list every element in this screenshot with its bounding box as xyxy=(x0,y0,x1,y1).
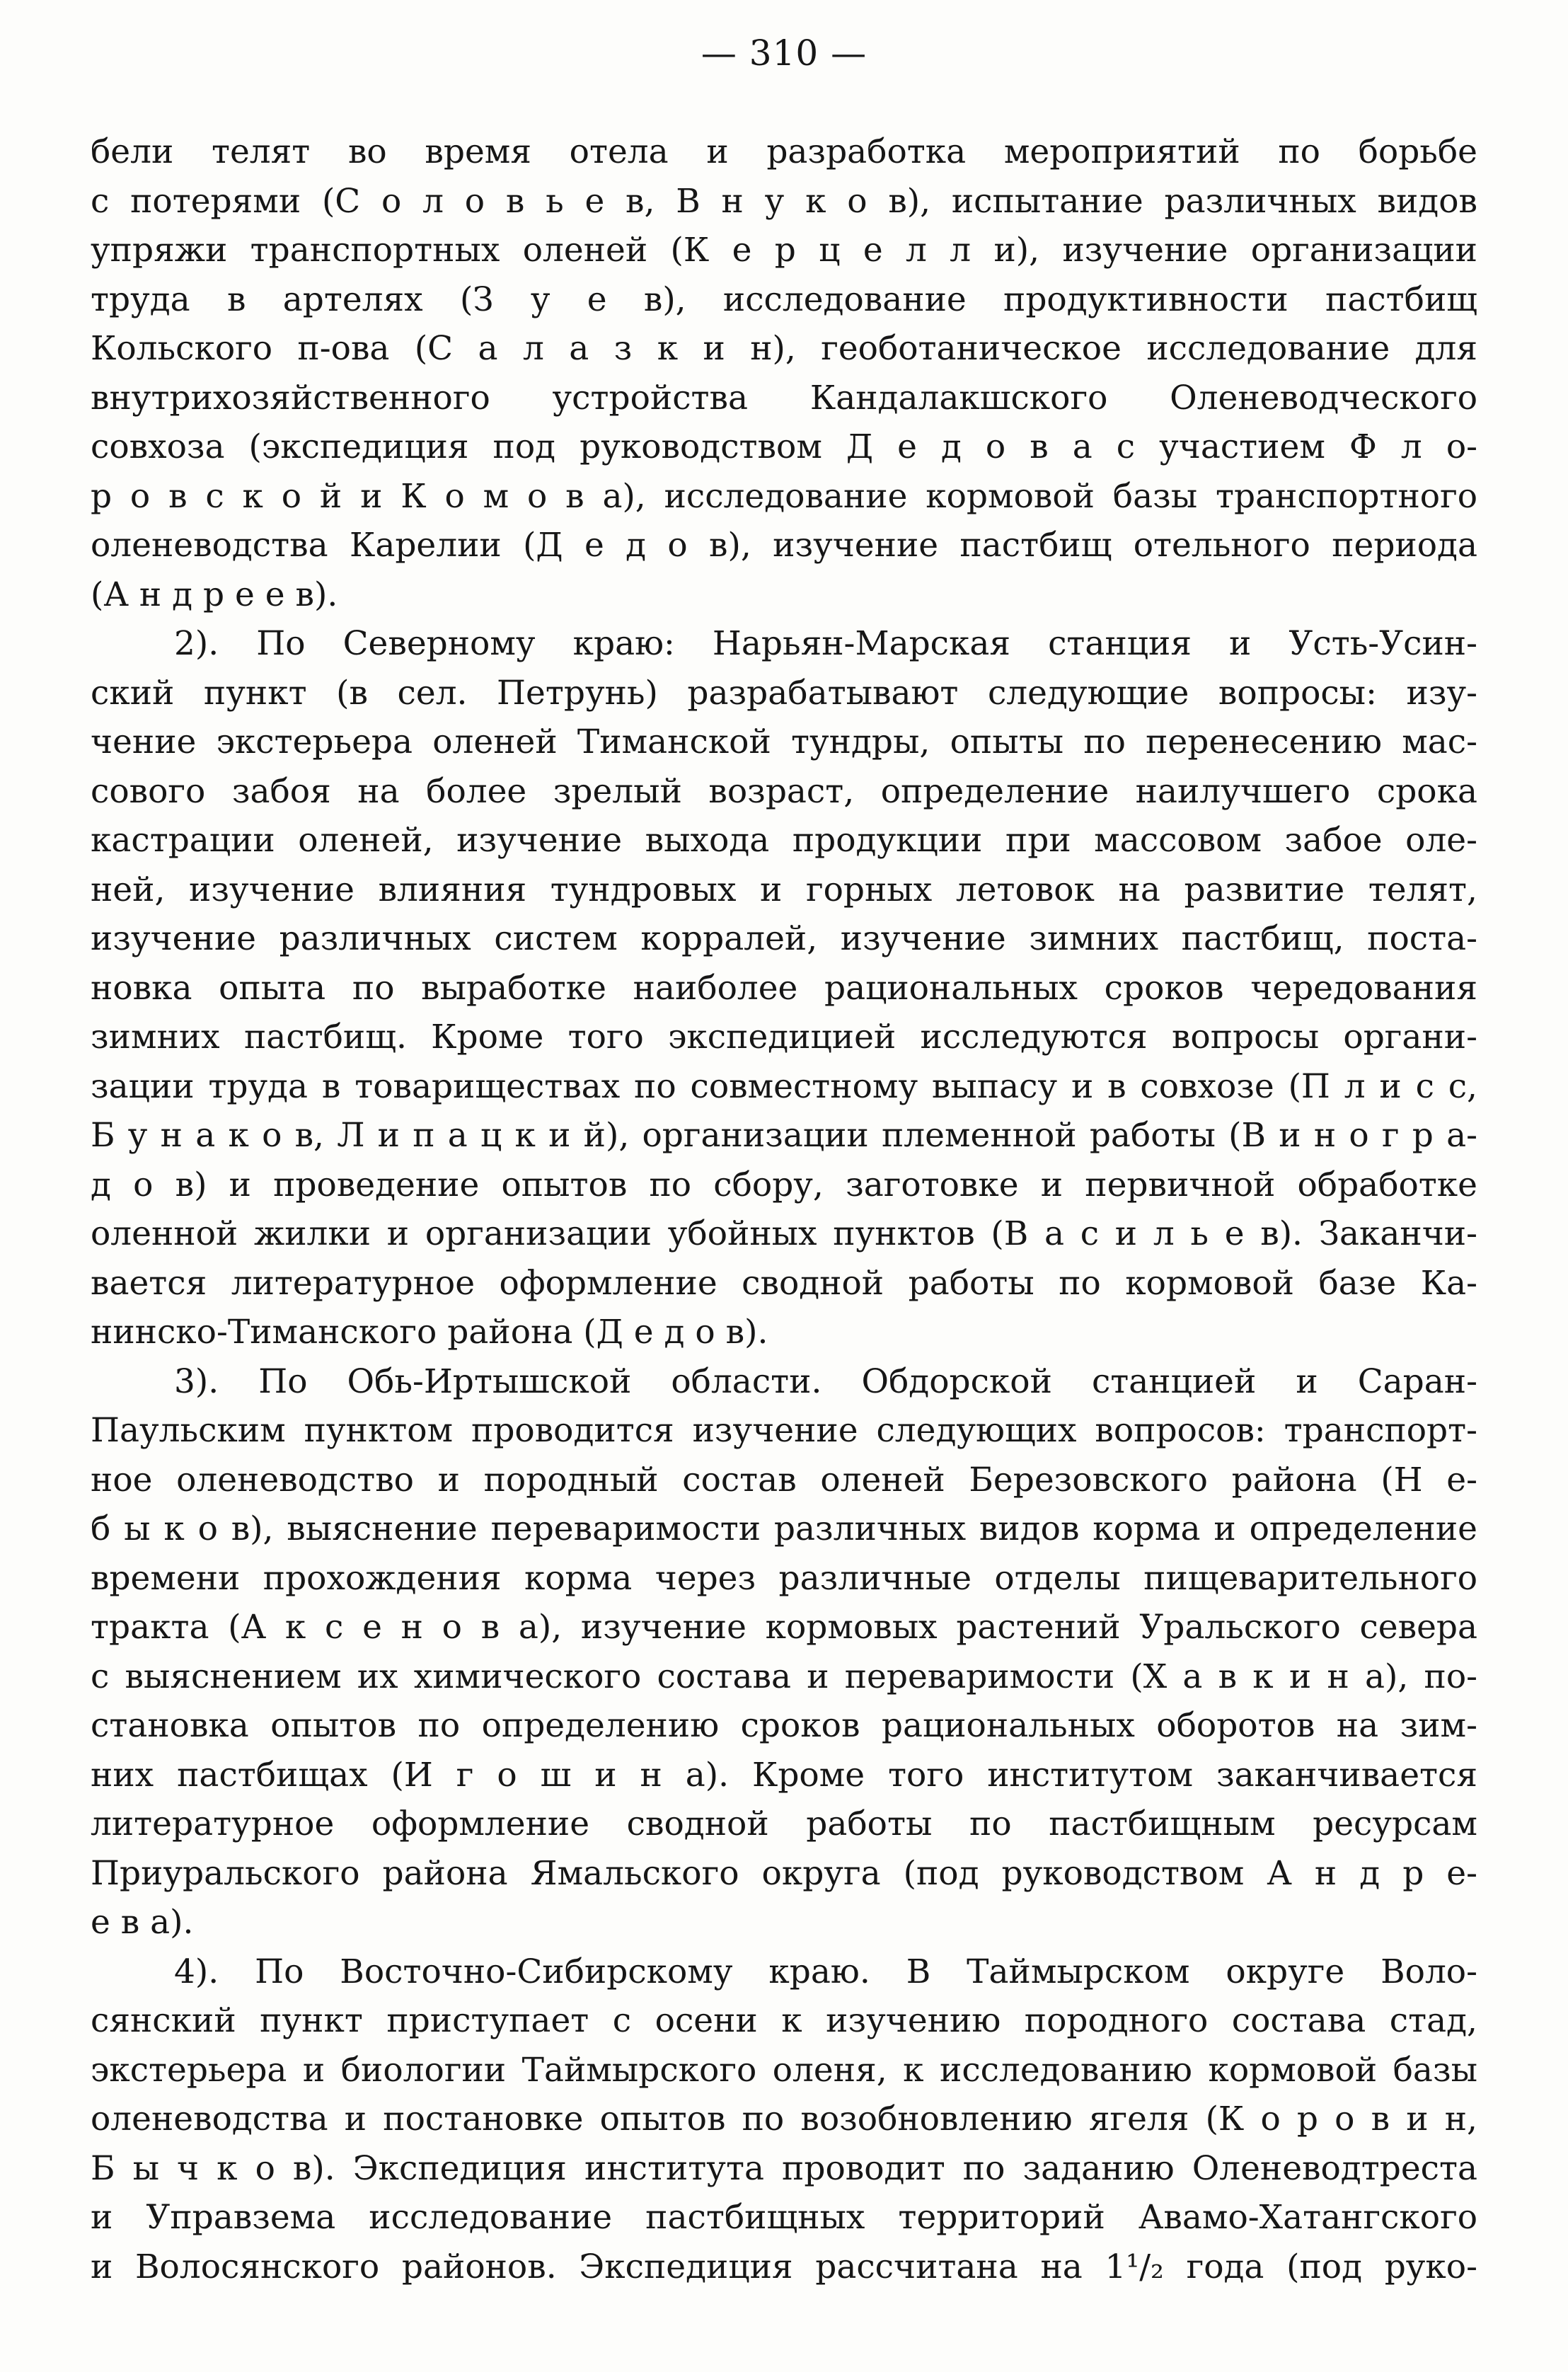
text-line: 4). По Восточно-Сибирскому краю. В Таймырском округе Воло- xyxy=(174,1952,1477,1991)
text-line: нинско-Тиманского района (Д е д о в). xyxy=(91,1313,768,1352)
text-line: е в а). xyxy=(91,1903,194,1942)
text-line: Б ы ч к о в). Экспедиция института проводит по заданию Оленеводтреста xyxy=(91,2148,1477,2188)
text-line: 2). По Северному краю: Нарьян-Марская станция и Усть-Усин- xyxy=(174,624,1477,663)
text-line: зации труда в товариществах по совместному выпасу и в совхозе (П л и с с, xyxy=(91,1066,1477,1106)
text-line: с потерями (С о л о в ь е в, В н у к о в), испытание различных видов xyxy=(91,181,1477,221)
text-line: ней, изучение влияния тундровых и горных летовок на развитие телят, xyxy=(91,870,1477,909)
text-line: с выяснением их химического состава и переваримости (Х а в к и н а), по- xyxy=(91,1657,1477,1696)
text-line: д о в) и проведение опытов по сбору, заготовке и первичной обработке xyxy=(91,1165,1477,1204)
text-line: них пастбищах (И г о ш и н а). Кроме того институтом заканчивается xyxy=(91,1755,1477,1795)
text-line: Приуральского района Ямальского округа (под руководством А н д р е- xyxy=(91,1853,1477,1893)
text-line: совхоза (экспедиция под руководством Д е д о в а с участием Ф л о- xyxy=(91,427,1477,466)
text-line: и Управзема исследование пастбищных территорий Авамо-Хатангского xyxy=(91,2198,1477,2237)
text-line: р о в с к о й и К о м о в а), исследование кормовой базы транспортного xyxy=(91,476,1477,516)
text-line: 3). По Обь-Иртышской области. Обдорской станцией и Саран- xyxy=(174,1361,1477,1401)
text-line: вается литературное оформление сводной работы по кормовой базе Ка- xyxy=(91,1263,1477,1303)
text-line: Кольского п-ова (С а л а з к и н), геоботаническое исследование для xyxy=(91,329,1477,368)
text-line: литературное оформление сводной работы по пастбищным ресурсам xyxy=(91,1804,1477,1843)
text-line: упряжи транспортных оленей (К е р ц е л л и), изучение организации xyxy=(91,231,1477,270)
text-line: оленеводства и постановке опытов по возобновлению ягеля (К о р о в и н, xyxy=(91,2100,1477,2138)
text-line: изучение различных систем корралей, изучение зимних пастбищ, поста- xyxy=(91,919,1477,958)
text-line: зимних пастбищ. Кроме того экспедицией исследуются вопросы органи- xyxy=(91,1018,1477,1057)
text-line: оленной жилки и организации убойных пунктов (В а с и л ь е в). Заканчи- xyxy=(91,1214,1477,1253)
text-line: внутрихозяйственного устройства Кандалакшского Оленеводческого xyxy=(91,378,1477,418)
text-line: времени прохождения корма через различные отделы пищеварительного xyxy=(91,1558,1477,1598)
text-line: труда в артелях (З у е в), исследование продуктивности пастбищ xyxy=(91,280,1477,319)
text-line: становка опытов по определению сроков рациональных оборотов на зим- xyxy=(91,1706,1477,1745)
body-text xyxy=(91,127,1477,2291)
text-line: (А н д р е е в). xyxy=(91,575,338,614)
text-line: ский пункт (в сел. Петрунь) разрабатывают следующие вопросы: изу- xyxy=(91,673,1477,713)
text-line: б ы к о в), выяснение переваримости различных видов корма и определение xyxy=(91,1509,1477,1548)
text-line: Б у н а к о в, Л и п а ц к и й), организации племенной работы (В и н о г р а- xyxy=(91,1116,1477,1155)
text-line: сянский пункт приступает с осени к изучению породного состава стад, xyxy=(91,2001,1477,2040)
text-line: оленеводства Карелии (Д е д о в), изучение пастбищ отельного периода xyxy=(91,526,1477,565)
text-line: ное оленеводство и породный состав оленей Березовского района (Н е- xyxy=(91,1460,1477,1499)
text-line: Паульским пунктом проводится изучение следующих вопросов: транспорт- xyxy=(91,1411,1477,1450)
text-line: чение экстерьера оленей Тиманской тундры, опыты по перенесению мас- xyxy=(91,722,1477,761)
text-line: бели телят во время отела и разработка мероприятий по борьбе xyxy=(91,132,1477,171)
text-line: новка опыта по выработке наиболее рациональных сроков чередования xyxy=(91,968,1477,1008)
text-line: сового забоя на более зрелый возраст, определение наилучшего срока xyxy=(91,771,1477,811)
text-line: экстерьера и биологии Таймырского оленя, к исследованию кормовой базы xyxy=(91,2050,1477,2090)
text-line: кастрации оленей, изучение выхода продукции при массовом забое оле- xyxy=(91,821,1477,860)
text-line: тракта (А к с е н о в а), изучение кормовых растений Уральского севера xyxy=(91,1608,1477,1647)
text-line: и Волосянского районов. Экспедиция рассчитана на 1¹/₂ года (под руко- xyxy=(91,2247,1477,2286)
page-number: — 310 — xyxy=(701,33,867,74)
